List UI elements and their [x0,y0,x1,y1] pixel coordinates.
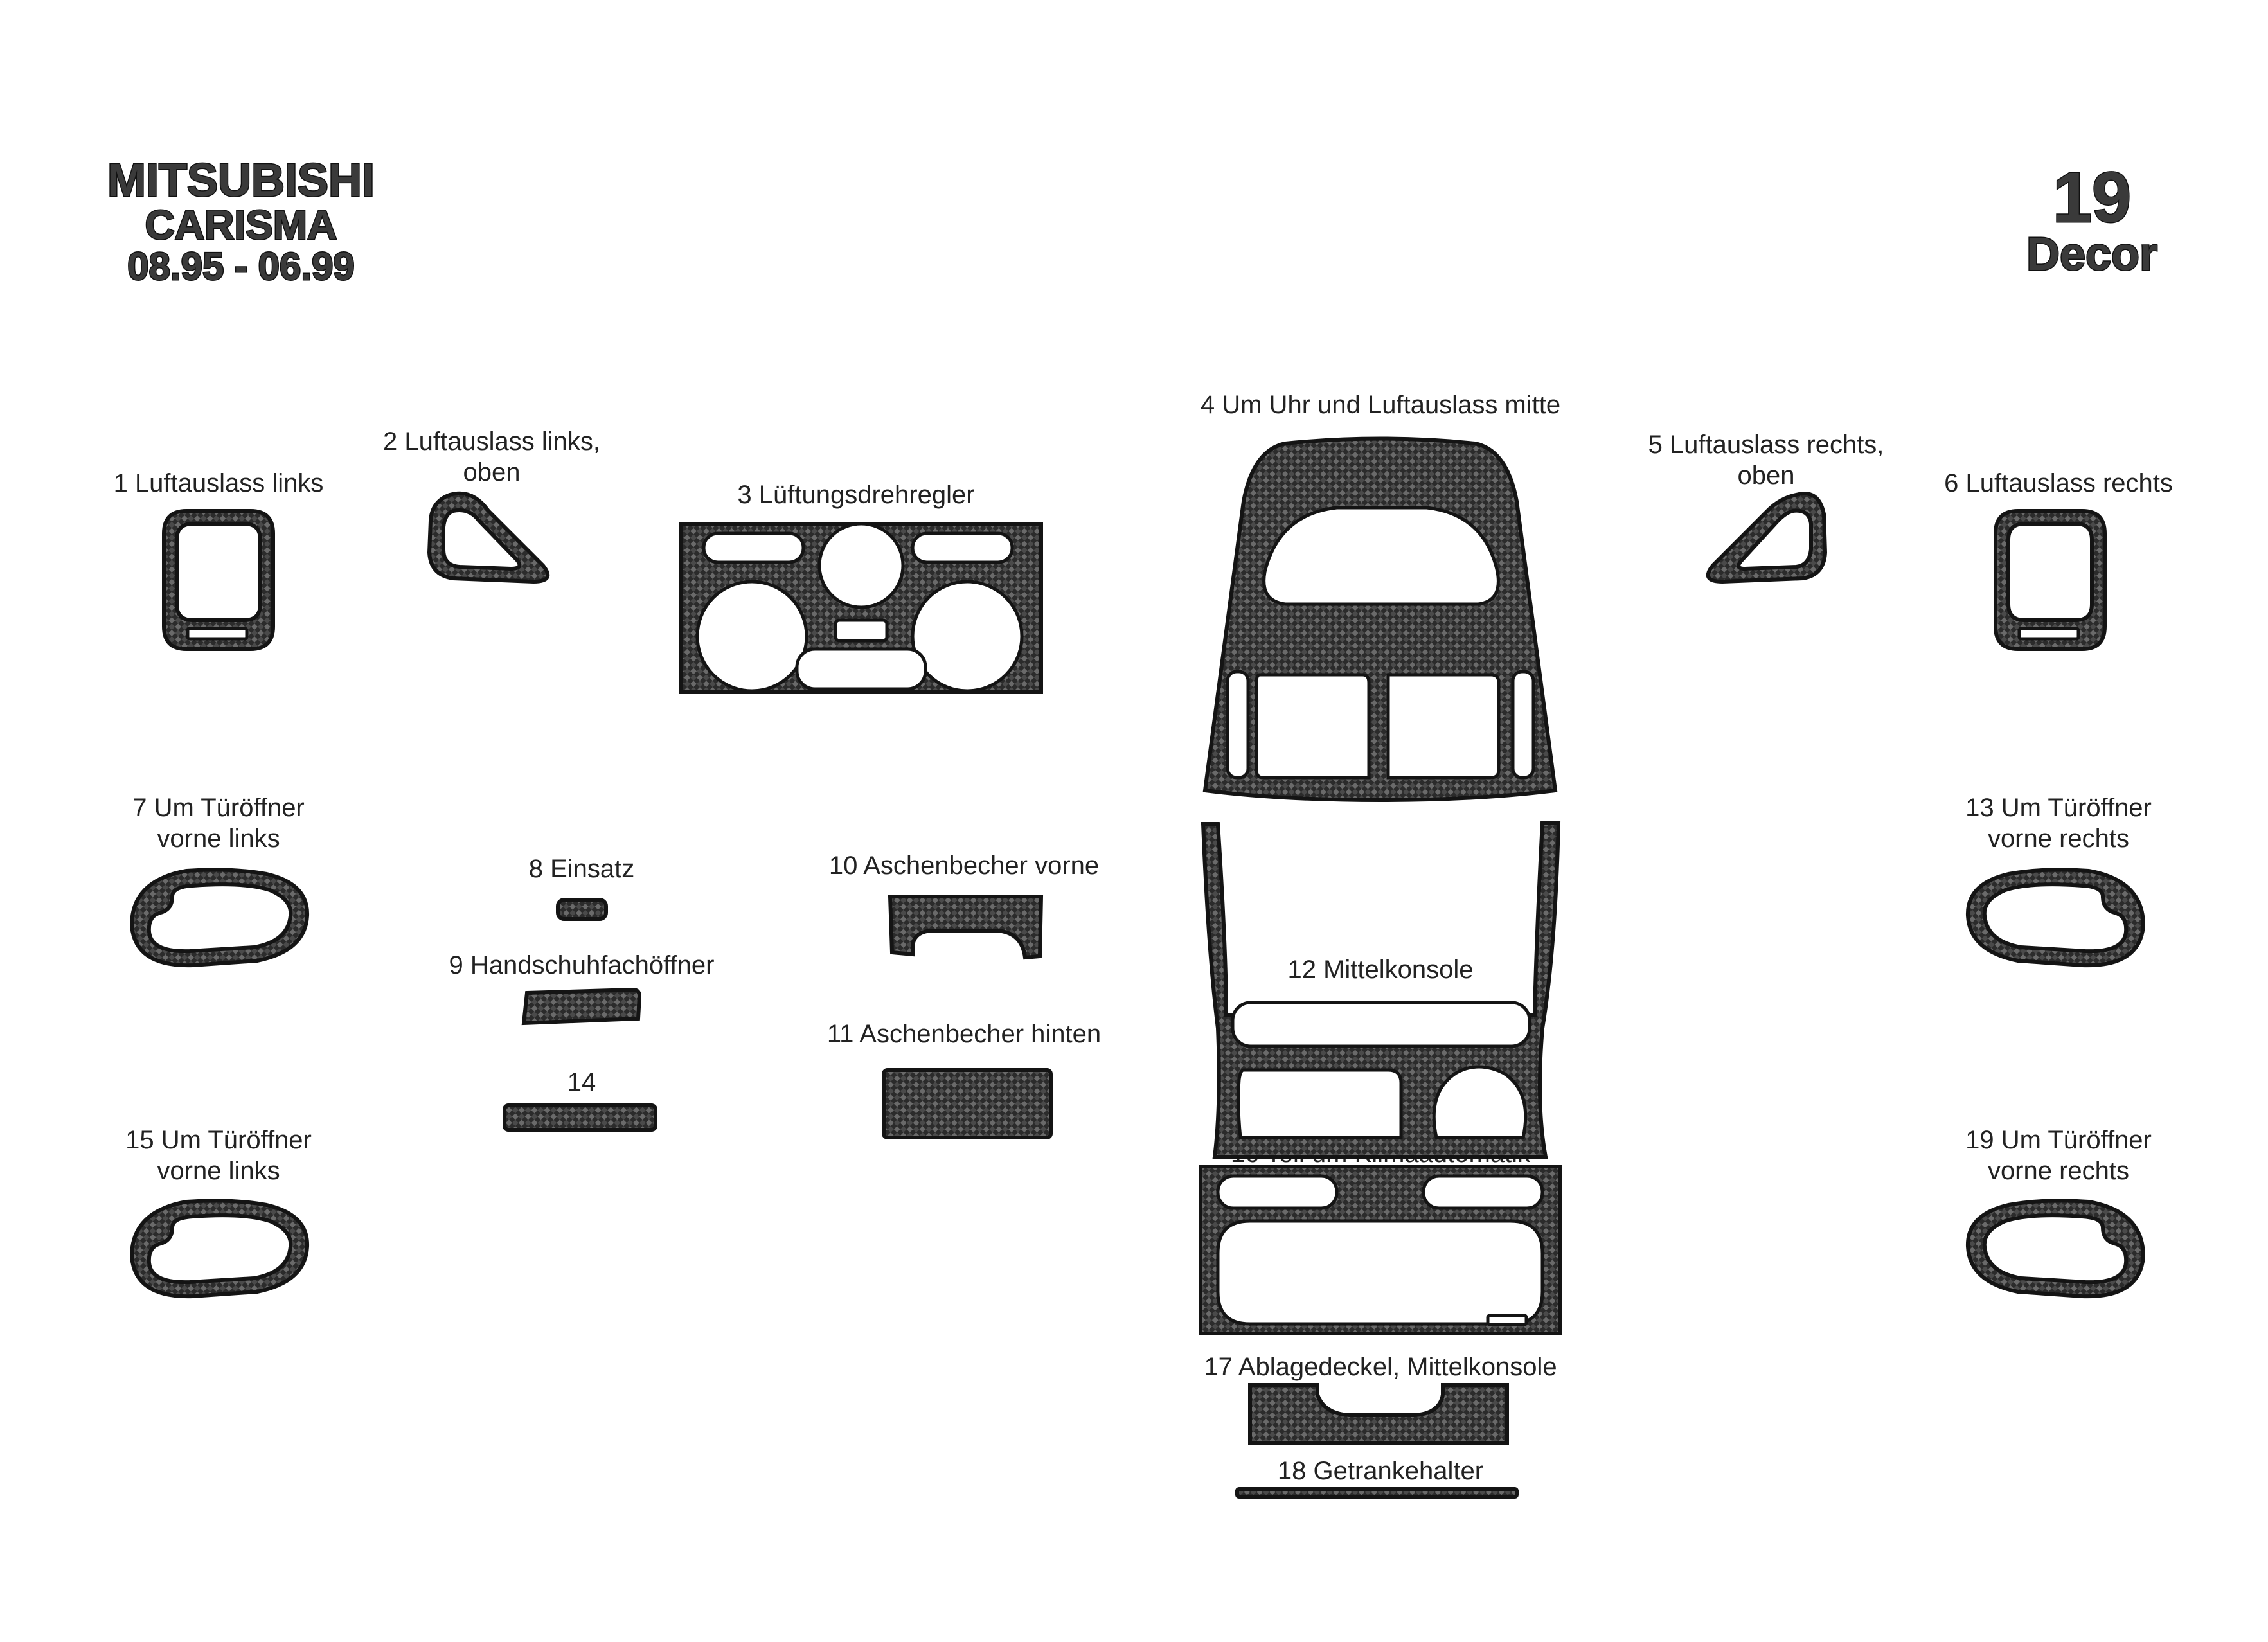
part-16-shape [1201,1166,1560,1334]
part-12-shape [1203,823,1558,1157]
part-7-label-line1: 7 Um Türöffner [132,794,305,822]
part-8-shape [558,900,606,919]
model-title: CARISMA [145,202,337,248]
part-15-shape [132,1200,307,1296]
part-2-label-line1: 2 Luftauslass links, [383,427,600,456]
part-18-label: 18 Getrankehalter [1277,1457,1484,1485]
part-7-label-line2: vorne links [157,825,280,853]
part-2-label-line2: oben [463,458,521,486]
part-14-shape [504,1105,656,1130]
part-13-shape [1968,870,2143,965]
part-4-shape [1205,439,1555,801]
part-9-shape [524,990,639,1023]
part-4-label: 4 Um Uhr und Luftauslass mitte [1200,391,1561,419]
part-19-label-line2: vorne rechts [1987,1157,2130,1185]
brand-title: MITSUBISHI [107,155,375,206]
part-3-label: 3 Lüftungsdrehregler [737,481,975,509]
part-19-label-line1: 19 Um Türöffner [1965,1126,2152,1154]
part-5-label-line2: oben [1737,461,1795,490]
part-12-label: 12 Mittelkonsole [1287,956,1474,984]
piece-count: 19 [2052,158,2132,237]
part-2-shape [429,494,548,582]
finish-label: Decor [2026,229,2158,280]
part-9-label: 9 Handschuhfachöffner [449,951,715,979]
part-11-label: 11 Aschenbecher hinten [826,1020,1102,1048]
part-19-shape [1968,1200,2143,1296]
part-14-label: 14 [567,1068,596,1096]
part-1-label: 1 Luftauslass links [113,469,324,497]
part-15-label-line2: vorne links [157,1157,280,1185]
part-10-label: 10 Aschenbecher vorne [828,852,1100,880]
part-6-label: 6 Luftauslass rechts [1944,469,2173,497]
part-3-shape [681,524,1041,692]
part-5-label-line1: 5 Luftauslass rechts, [1648,431,1884,459]
part-17-shape [1250,1385,1507,1443]
part-10-shape [890,897,1041,958]
part-13-label-line1: 13 Um Türöffner [1965,794,2152,822]
years-title: 08.95 - 06.99 [127,245,355,288]
part-17-label: 17 Ablagedeckel, Mittelkonsole [1204,1353,1557,1381]
part-8-label: 8 Einsatz [528,855,635,883]
part-6-shape [1996,511,2105,649]
part-18-shape [1237,1489,1517,1497]
part-13-label-line2: vorne rechts [1987,825,2130,853]
part-11-shape [884,1070,1051,1138]
part-15-label-line1: 15 Um Türöffner [125,1126,312,1154]
part-1-shape [164,511,273,649]
part-5-shape [1708,494,1825,582]
part-7-shape [132,870,307,965]
